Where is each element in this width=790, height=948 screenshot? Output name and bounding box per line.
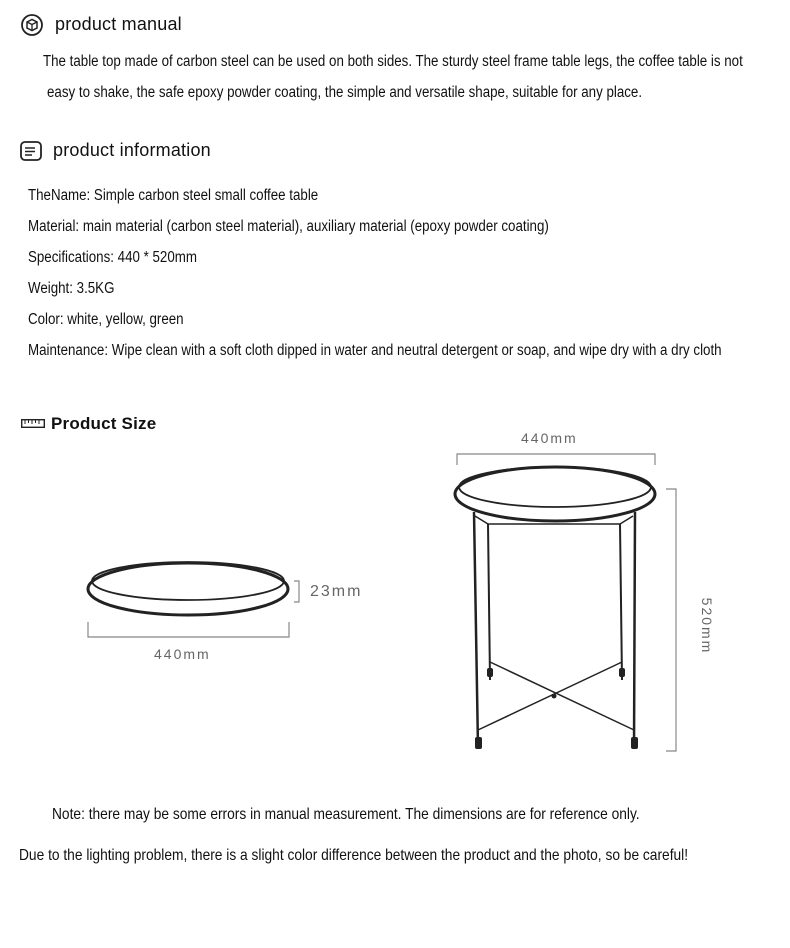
table-width-label: 440mm	[521, 430, 578, 446]
spec-material: Material: main material (carbon steel material), auxiliary material (epoxy powder coating)	[28, 218, 549, 235]
tray-width-label: 440mm	[154, 646, 211, 662]
spec-maintenance: Maintenance: Wipe clean with a soft cloth dipped in water and neutral detergent or soap, and wipe dry with a dry cloth	[28, 342, 722, 359]
ruler-icon	[21, 419, 45, 428]
table-drawing	[450, 450, 690, 760]
tray-height-label: 23mm	[310, 583, 363, 600]
spec-weight: Weight: 3.5KG	[28, 280, 115, 297]
document-icon	[20, 141, 42, 161]
spec-specifications: Specifications: 440 * 520mm	[28, 249, 197, 266]
manual-text-line-2: easy to shake, the safe epoxy powder coating, the simple and versatile shape, suitable for any place.	[47, 84, 643, 101]
information-heading: product information	[53, 140, 211, 160]
measurement-note: Note: there may be some errors in manual measurement. The dimensions are for reference only.	[52, 806, 640, 823]
tray-drawing	[80, 555, 310, 645]
box-icon	[21, 14, 43, 36]
table-height-label: 520mm	[699, 597, 715, 655]
manual-text-line-1: The table top made of carbon steel can be used on both sides. The sturdy steel frame table legs, the coffee table is not	[43, 53, 743, 70]
size-heading: Product Size	[51, 414, 157, 433]
spec-name: TheName: Simple carbon steel small coffee table	[28, 187, 319, 204]
spec-color: Color: white, yellow, green	[28, 311, 184, 328]
lighting-note: Due to the lighting problem, there is a slight color difference between the product and the photo, so be careful!	[19, 847, 689, 864]
manual-heading: product manual	[55, 14, 182, 34]
